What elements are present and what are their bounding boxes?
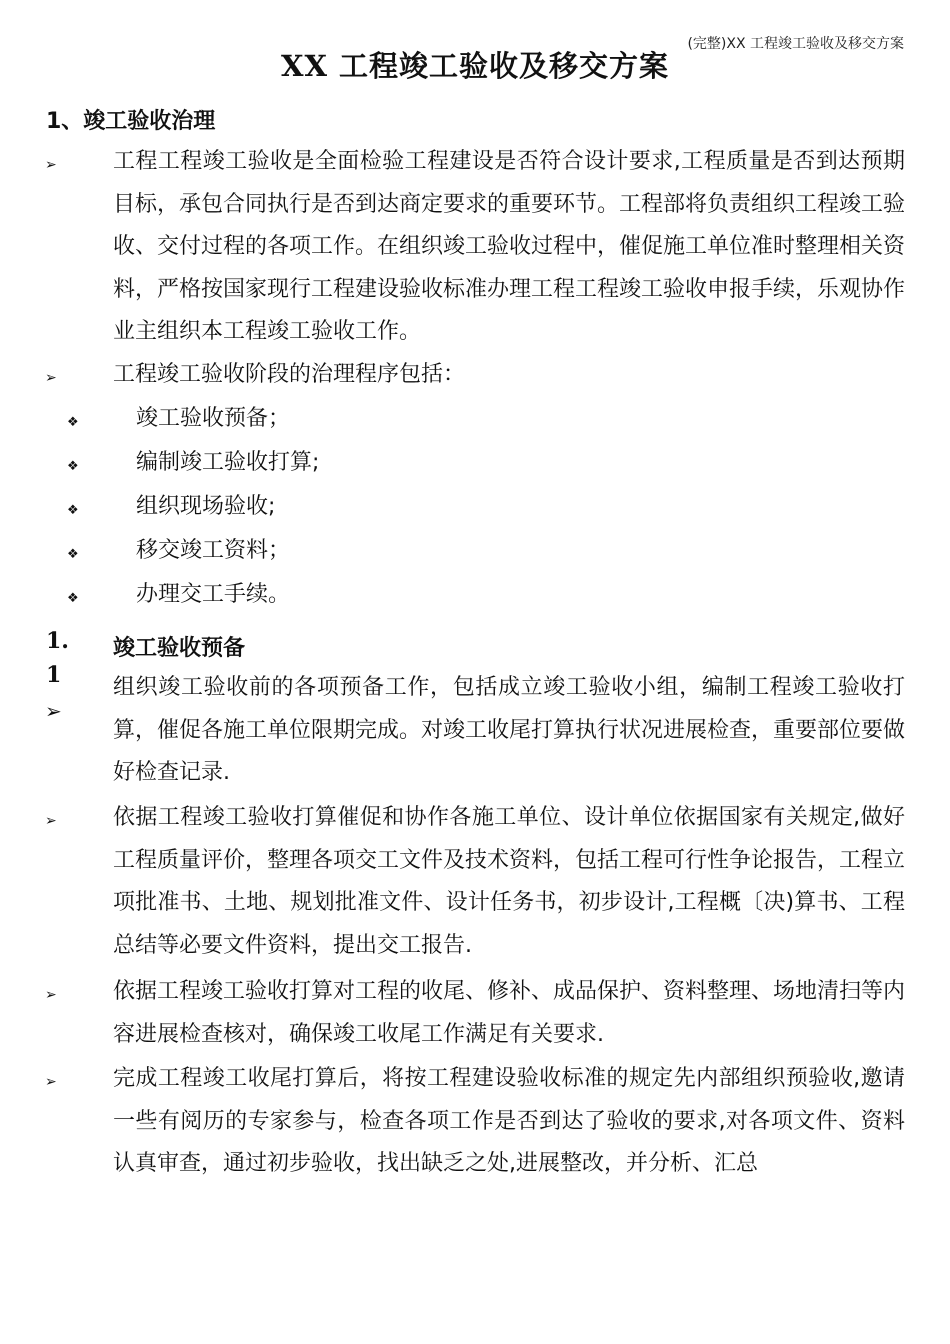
- bullet-diamond-icon: ❖: [67, 547, 79, 562]
- bullet-diamond-icon: ❖: [67, 503, 79, 518]
- bullet-diamond-icon: ❖: [67, 459, 79, 474]
- paragraph: 依据工程竣工验收打算对工程的收尾、修补、成品保护、资料整理、场地清扫等内容进展检查核对，确保竣工收尾工作满足有关要求.: [113, 979, 906, 1047]
- paragraph: 组织竣工验收前的各项预备工作，包括成立竣工验收小组，编制工程竣工验收打算，催促各施工单位限期完成。对竣工收尾打算执行状况进展检查，重要部位要做好检查记录.: [113, 675, 906, 785]
- bullet-arrow-icon: ➢: [45, 987, 57, 1003]
- paragraph: 依据工程竣工验收打算催促和协作各施工单位、设计单位依据国家有关规定,做好工程质量评价，整理各项交工文件及技术资料，包括工程可行性争论报告，工程立项批准书、土地、规划批准文件、设计任务书，初步设计,工程概〔决)算书、工程总结等必要文件资料，提出交工报告.: [113, 805, 906, 958]
- list-item: 办理交工手续。: [136, 582, 291, 607]
- list-item: 编制竣工验收打算;: [136, 450, 320, 475]
- section-number-line2: 1: [46, 662, 62, 688]
- subsection-heading: 竣工验收预备: [113, 636, 246, 661]
- list-item: 组织现场验收;: [136, 494, 276, 519]
- bullet-arrow-icon: ➢: [45, 370, 57, 386]
- bullet-arrow-icon: ➢: [45, 813, 57, 829]
- bullet-diamond-icon: ❖: [67, 591, 79, 606]
- paragraph: 工程工程竣工验收是全面检验工程建设是否符合设计要求,工程质量是否到达预期目标，承包合同执行是否到达商定要求的重要环节。工程部将负责组织工程竣工验收、交付过程的各项工作。在组织竣工验收过程中，催促施工单位准时整理相关资料，严格按国家现行工程建设验收标准办理工程工程竣工验收申报手续，乐观协作业主组织本工程竣工验收工作。: [113, 149, 906, 344]
- title-rest: 工程竣工验收及移交方案: [327, 49, 670, 83]
- section-number-line1: 1.: [46, 628, 69, 654]
- section-heading-1: 1、竣工验收治理: [46, 109, 216, 134]
- paragraph: 完成工程竣工收尾打算后，将按工程建设验收标准的规定先内部组织预验收,邀请一些有阅历的专家参与，检查各项工作是否到达了验收的要求,对各项文件、资料认真审查，通过初步验收，找出缺乏之处,进展整改，并分析、汇总: [113, 1066, 905, 1176]
- list-item: 竣工验收预备；: [136, 406, 291, 431]
- bullet-arrow-icon: ➢: [45, 1074, 57, 1090]
- bullet-diamond-icon: ❖: [67, 415, 79, 430]
- section-number: [46, 624, 69, 692]
- title-prefix: XX: [280, 49, 328, 83]
- bullet-arrow-icon: ➢: [45, 699, 62, 723]
- bullet-arrow-icon: ➢: [45, 157, 57, 173]
- list-item: 移交竣工资料；: [136, 538, 291, 563]
- header-note: (完整)XX 工程竣工验收及移交方案: [687, 36, 904, 52]
- paragraph: 工程竣工验收阶段的治理程序包括：: [113, 362, 466, 387]
- page-title: [0, 44, 950, 85]
